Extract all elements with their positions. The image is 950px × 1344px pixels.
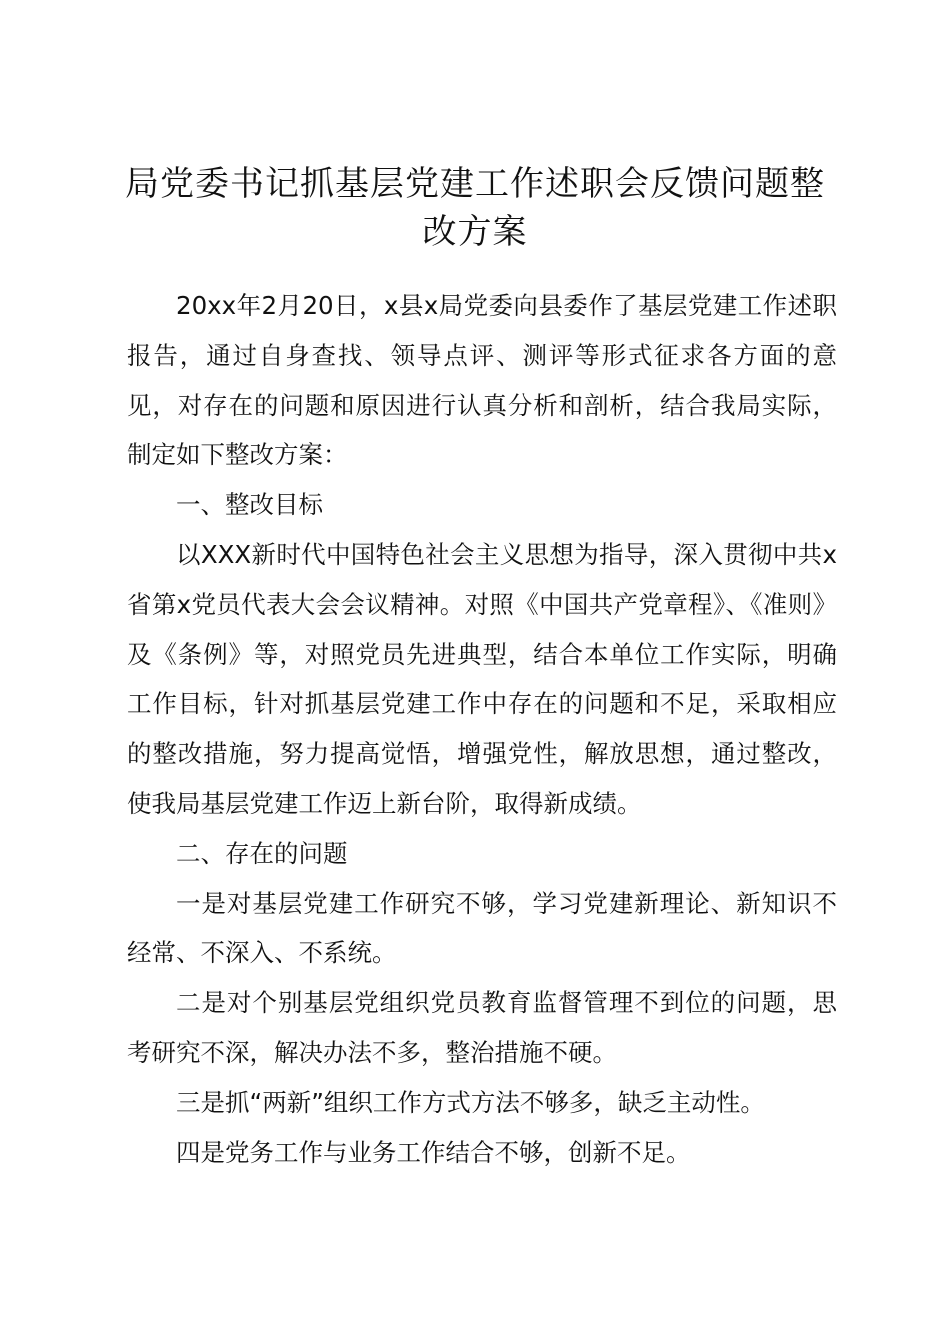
goals-paragraph: 以XXX新时代中国特色社会主义思想为指导，深入贯彻中共x省第x党员代表大会会议精神。对照《中国共产党章程》、《准则》及《条例》等，对照党员先进典型，结合本单位工作实际，明确工作目标，针对抓基层党建工作中存在的问题和不足，采取相应的整改措施，努力提高觉悟，增强党性，解放思想，通过整改，使我局基层党建工作迈上新台阶，取得新成绩。	[127, 539, 837, 818]
problem-item-4: 四是党务工作与业务工作结合不够，创新不足。	[176, 1137, 691, 1167]
document-title: 局党委书记抓基层党建工作述职会反馈问题整改方案	[125, 164, 825, 252]
document-body	[127, 281, 837, 1177]
section-heading-problems: 二、存在的问题	[176, 838, 348, 868]
intro-paragraph: 20xx年2月20日，x县x局党委向县委作了基层党建工作述职报告，通过自身查找、领导点评、测评等形式征求各方面的意见，对存在的问题和原因进行认真分析和剖析，结合我局实际，制定如下整改方案：	[127, 291, 837, 470]
problem-item-2: 二是对个别基层党组织党员教育监督管理不到位的问题，思考研究不深，解决办法不多，整治措施不硬。	[127, 988, 837, 1067]
problem-item-1: 一是对基层党建工作研究不够，学习党建新理论、新知识不经常、不深入、不系统。	[127, 888, 837, 968]
section-heading-goals: 一、整改目标	[176, 490, 323, 520]
problem-item-3: 三是抓“两新”组织工作方式方法不够多，缺乏主动性。	[176, 1087, 765, 1117]
